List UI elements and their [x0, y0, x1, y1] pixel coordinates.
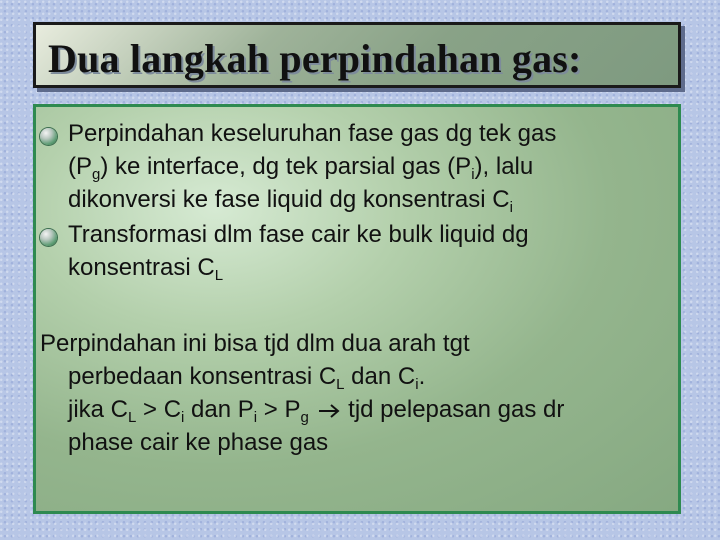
paragraph-line: jika $C_L > C_i$ dan $P_i > P_g$ tjd pelepasan gas dr [68, 396, 565, 426]
subscript: L [336, 376, 345, 393]
paragraph-line: phase cair ke phase gas [68, 429, 329, 456]
bullet-line: dikonversi ke fase liquid dg konsentrasi $C_i$ [68, 186, 513, 216]
subscript: g [92, 166, 101, 183]
paragraph-line: perbedaan konsentrasi $C_L$ dan $C_i$. [68, 363, 426, 393]
paragraph-line: Perpindahan ini bisa tjd dlm dua arah tgt [40, 330, 470, 357]
subscript: L [128, 409, 137, 426]
bullet-list [36, 117, 678, 286]
bullet-item [36, 117, 678, 216]
subscript: i [509, 199, 513, 216]
slide-title: Dua langkah perpindahan gas: [48, 36, 582, 81]
bullet-sphere-icon [40, 229, 57, 246]
title-box [33, 22, 681, 88]
bullet-line: Transformasi dlm fase cair ke bulk liquid dg [68, 221, 529, 248]
bullet-item [36, 218, 678, 284]
body-paragraph [40, 327, 660, 459]
subscript: L [214, 267, 224, 284]
subscript: g [300, 409, 309, 426]
subscript: i [253, 409, 258, 426]
subscript: i [415, 376, 419, 393]
bullet-line: konsentrasi $C_L$ [68, 254, 224, 284]
bullet-line: Perpindahan keseluruhan fase gas dg tek gas [68, 120, 557, 147]
bullet-line: $(P_g)$ ke interface, dg tek parsial gas $(P_i)$, lalu [68, 153, 534, 183]
right-arrow-icon [318, 403, 340, 419]
content-box [33, 104, 681, 514]
subscript: i [181, 409, 185, 426]
bullet-sphere-icon [40, 128, 57, 145]
subscript: i [471, 166, 475, 183]
